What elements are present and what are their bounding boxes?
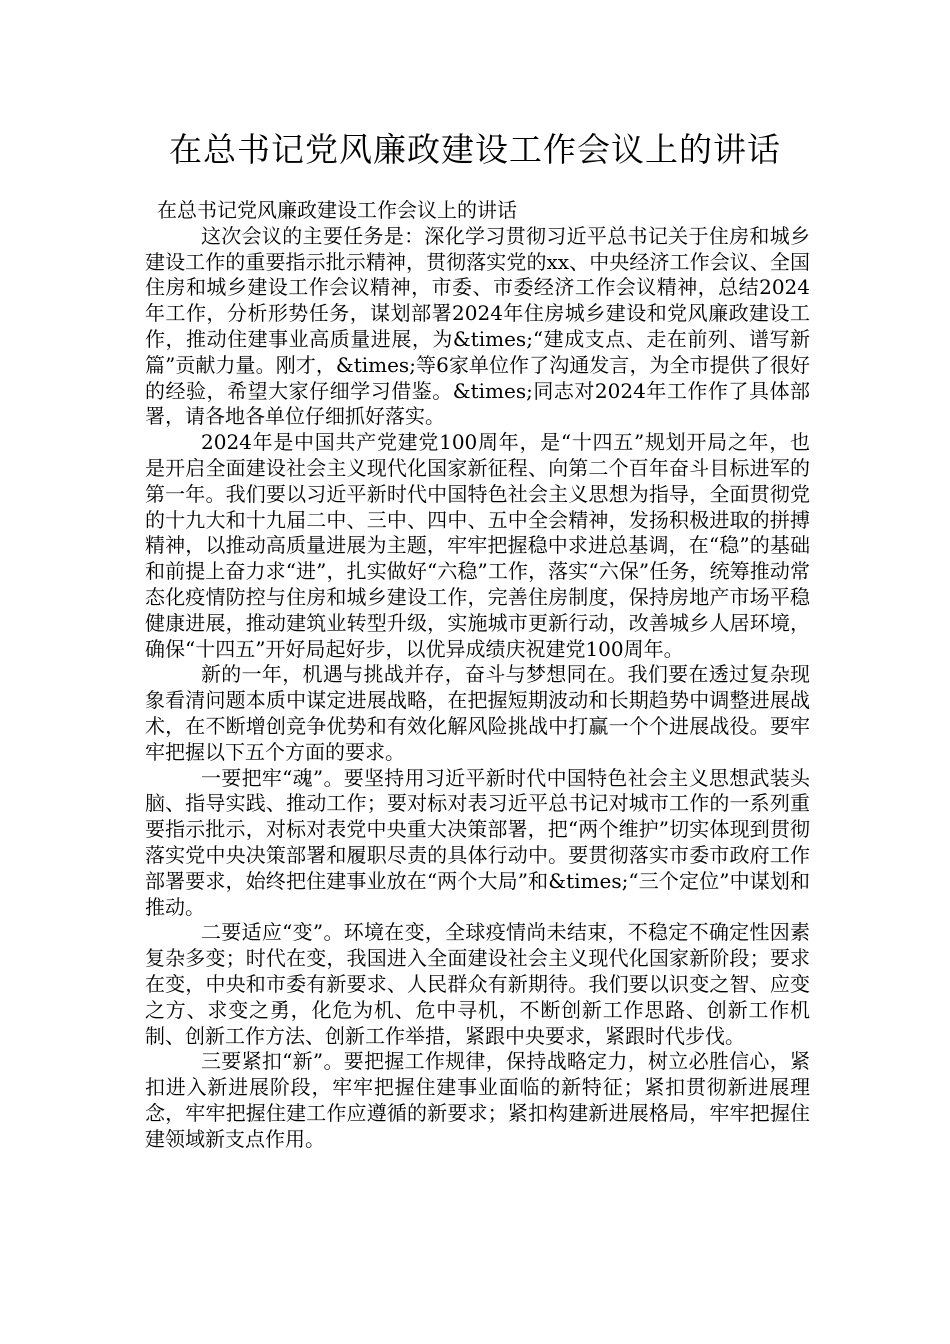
paragraph-requirement-3: 三要紧扣“新”。要把握工作规律，保持战略定力，树立必胜信心，紧扣进入新进展阶段，牢牢把握住建事业面临的新特征；紧扣贯彻新进展理念，牢牢把握住建工作应遵循的新要求；紧扣构建新进展格局，牢牢把握住建领域新支点作用。 <box>145 1049 810 1151</box>
paragraph-new-year: 新的一年，机遇与挑战并存，奋斗与梦想同在。我们要在透过复杂现象看清问题本质中谋定进展战略，在把握短期波动和长期趋势中调整进展战术，在不断增创竞争优势和有效化解风险挑战中打赢一个个进展战役。要牢牢把握以下五个方面的要求。 <box>145 662 810 764</box>
paragraph-2024-overview: 2024年是中国共产党建党100周年，是“十四五”规划开局之年，也是开启全面建设社会主义现代化国家新征程、向第二个百年奋斗目标进军的第一年。我们要以习近平新时代中国特色社会主义思想为指导，全面贯彻党的十九大和十九届二中、三中、四中、五中全会精神，发扬积极进取的拼搏精神，以推动高质量进展为主题，牢牢把握稳中求进总基调，在“稳”的基础和前提上奋力求“进”，扎实做好“六稳”工作，落实“六保”任务，统筹推动常态化疫情防控与住房和城乡建设工作，完善住房制度，保持房地产市场平稳健康进展，推动建筑业转型升级，实施城市更新行动，改善城乡人居环境，确保“十四五”开好局起好步，以优异成绩庆祝建党100周年。 <box>145 430 810 661</box>
document-subtitle: 在总书记党风廉政建设工作会议上的讲话 <box>157 198 517 222</box>
document-body <box>145 198 810 1152</box>
paragraph-requirement-2: 二要适应“变”。环境在变，全球疫情尚未结束，不稳定不确定性因素复杂多变；时代在变，我国进入全面建设社会主义现代化国家新阶段；要求在变，中央和市委有新要求、人民群众有新期待。我们要以识变之智、应变之方、求变之勇，化危为机、危中寻机，不断创新工作思路、创新工作机制、创新工作方法、创新工作举措，紧跟中央要求，紧跟时代步伐。 <box>145 920 810 1048</box>
paragraph-requirement-1: 一要把牢“魂”。要坚持用习近平新时代中国特色社会主义思想武装头脑、指导实践、推动工作；要对标对表习近平总书记对城市工作的一系列重要指示批示，对标对表党中央重大决策部署，把“两个维护”切实体现到贯彻落实党中央决策部署和履职尽责的具体行动中。要贯彻落实市委市政府工作部署要求，始终把住建事业放在“两个大局”和&times;“三个定位”中谋划和推动。 <box>145 765 810 919</box>
paragraph-intro: 这次会议的主要任务是：深化学习贯彻习近平总书记关于住房和城乡建设工作的重要指示批示精神，贯彻落实党的xx、中央经济工作会议、全国住房和城乡建设工作会议精神，市委、市委经济工作会议精神，总结2024年工作，分析形势任务，谋划部署2024年住房城乡建设和党风廉政建设工作，推动住建事业高质量进展，为&times;“建成支点、走在前列、谱写新篇”贡献力量。刚才，&times;等6家单位作了沟通发言，为全市提供了很好的经验，希望大家仔细学习借鉴。&times;同志对2024年工作作了具体部署，请各地各单位仔细抓好落实。 <box>145 223 810 429</box>
document-title: 在总书记党风廉政建设工作会议上的讲话 <box>169 130 781 169</box>
